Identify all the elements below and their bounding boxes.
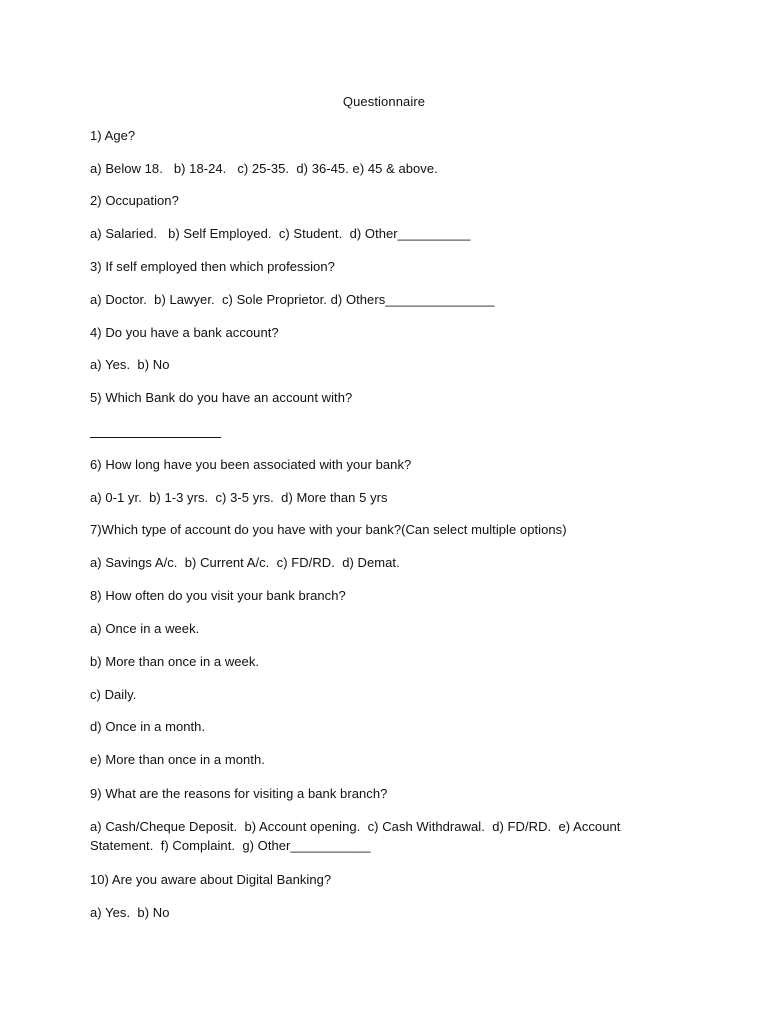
question-2: 2) Occupation? — [90, 193, 179, 208]
answer-option-8b: b) More than once in a week. — [90, 654, 260, 669]
answer-option-8c: c) Daily. — [90, 687, 137, 702]
question-7: 7)Which type of account do you have with your bank?(Can select multiple options) — [90, 522, 567, 537]
answer-options-2: a) Salaried. b) Self Employed. c) Student. d) Other__________ — [90, 226, 471, 241]
question-6: 6) How long have you been associated with your bank? — [90, 457, 412, 472]
question-5: 5) Which Bank do you have an account with? — [90, 390, 353, 405]
answer-options-3: a) Doctor. b) Lawyer. c) Sole Proprietor. d) Others_______________ — [90, 292, 495, 307]
question-3: 3) If self employed then which profession? — [90, 259, 335, 274]
answer-options-10: a) Yes. b) No — [90, 905, 170, 920]
question-4: 4) Do you have a bank account? — [90, 325, 279, 340]
question-8: 8) How often do you visit your bank branch? — [90, 588, 346, 603]
question-1: 1) Age? — [90, 128, 136, 143]
answer-options-9: a) Cash/Cheque Deposit. b) Account opening. c) Cash Withdrawal. d) FD/RD. e) Account Statement. f) Complaint. g) Other___________ — [90, 819, 625, 853]
answer-option-8a: a) Once in a week. — [90, 621, 200, 636]
answer-options-7: a) Savings A/c. b) Current A/c. c) FD/RD. d) Demat. — [90, 555, 400, 570]
answer-options-1: a) Below 18. b) 18-24. c) 25-35. d) 36-45. e) 45 & above. — [90, 161, 438, 176]
answer-options-6: a) 0-1 yr. b) 1-3 yrs. c) 3-5 yrs. d) More than 5 yrs — [90, 490, 388, 505]
question-10: 10) Are you aware about Digital Banking? — [90, 872, 332, 887]
page-title: Questionnaire — [342, 94, 426, 109]
answer-options-4: a) Yes. b) No — [90, 357, 170, 372]
question-9: 9) What are the reasons for visiting a bank branch? — [90, 786, 388, 801]
answer-option-8e: e) More than once in a month. — [90, 752, 265, 767]
answer-option-8d: d) Once in a month. — [90, 719, 206, 734]
answer-blank-5 — [90, 437, 221, 438]
